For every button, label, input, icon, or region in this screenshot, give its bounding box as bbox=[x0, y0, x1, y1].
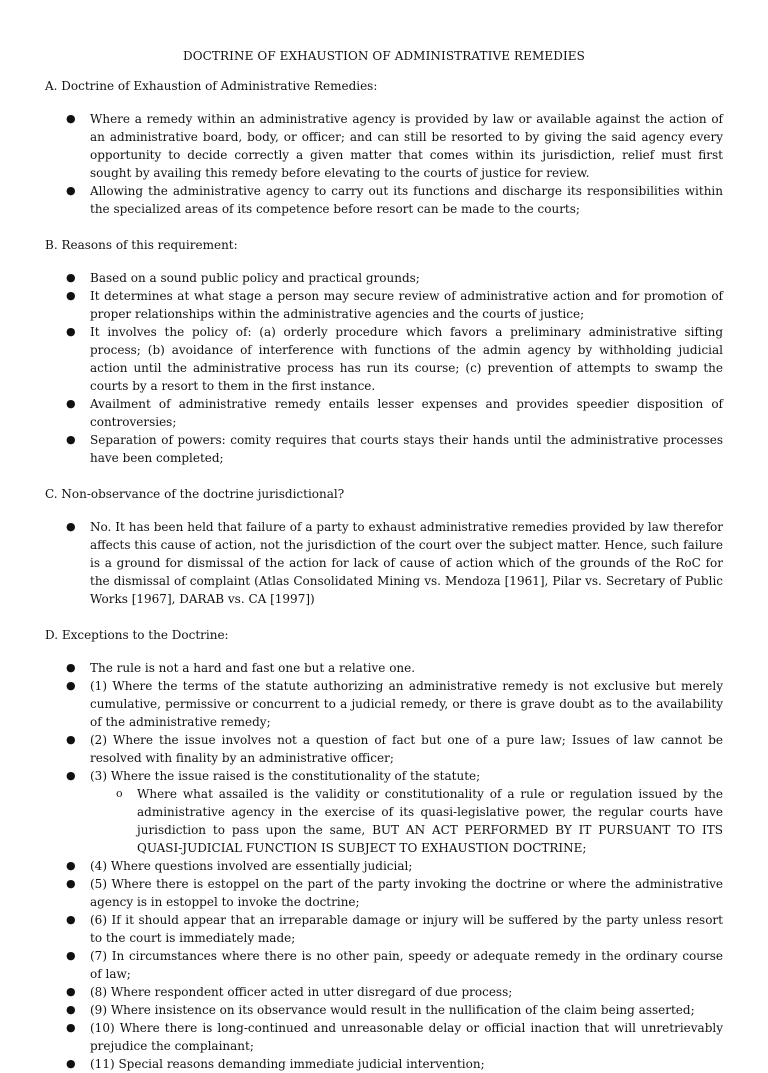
list-item: ● (9) Where insistence on its observance would result in the nullification of the claim being asserted; bbox=[66, 1003, 695, 1017]
section-heading: A. Doctrine of Exhaustion of Administrative Remedies: bbox=[45, 79, 378, 93]
bullet-list bbox=[45, 659, 723, 1073]
list-item: ● (3) Where the issue raised is the constitutionality of the statute; o Where what assailed is the validity or constitutionality of a rule or regulation issued by the administrative agency in the exercise of its quasi-legislative power, the regular courts have jurisdiction to pass upon the same, BUT AN ACT PERFORMED BY IT PURSUANT TO ITS QUASI-JUDICIAL FUNCTION IS SUBJECT TO EXHAUSTION DOCTRINE; bbox=[66, 769, 723, 855]
bullet-icon: ● bbox=[66, 913, 76, 926]
section-a bbox=[45, 77, 723, 218]
hollow-bullet-icon: o bbox=[116, 787, 123, 800]
bullet-icon: ● bbox=[66, 661, 76, 674]
sub-bullet-list bbox=[90, 785, 723, 857]
list-item: ● The rule is not a hard and fast one but a relative one. bbox=[66, 661, 416, 675]
bullet-icon: ● bbox=[66, 397, 76, 410]
bullet-icon: ● bbox=[66, 985, 76, 998]
list-item: ● It determines at what stage a person may secure review of administrative action and for promotion of proper relationships within the administrative agencies and the courts of justice; bbox=[66, 289, 723, 321]
bullet-icon: ● bbox=[66, 289, 76, 302]
bullet-icon: ● bbox=[66, 733, 76, 746]
list-item: ● (11) Special reasons demanding immediate judicial intervention; bbox=[66, 1057, 485, 1071]
bullet-list bbox=[45, 110, 723, 218]
bullet-icon: ● bbox=[66, 877, 76, 890]
list-item: ● (1) Where the terms of the statute authorizing an administrative remedy is not exclusive but merely cumulative, permissive or concurrent to a judicial remedy, or there is grave doubt as to the availability of the administrative remedy; bbox=[66, 679, 723, 729]
bullet-icon: ● bbox=[66, 271, 76, 284]
list-item: ● (5) Where there is estoppel on the part of the party invoking the doctrine or where the administrative agency is in estoppel to invoke the doctrine; bbox=[66, 877, 723, 909]
list-item: ● (6) If it should appear that an irreparable damage or injury will be suffered by the party unless resort to the court is immediately made; bbox=[66, 913, 723, 945]
list-item: ● (7) In circumstances where there is no other pain, speedy or adequate remedy in the ordinary course of law; bbox=[66, 949, 723, 981]
section-c bbox=[45, 485, 723, 608]
bullet-icon: ● bbox=[66, 949, 76, 962]
bullet-icon: ● bbox=[66, 859, 76, 872]
list-item: ● Based on a sound public policy and practical grounds; bbox=[66, 271, 420, 285]
list-item: ● It involves the policy of: (a) orderly procedure which favors a preliminary administrative sifting process; (b) avoidance of interference with functions of the admin agency by withholding judicial action until the administrative process has run its course; (c) prevention of attempts to swamp the courts by a resort to them in the first instance. bbox=[66, 325, 723, 393]
bullet-icon: ● bbox=[66, 679, 76, 692]
bullet-icon: ● bbox=[66, 325, 76, 338]
document-body bbox=[45, 77, 723, 1073]
list-item: ● Where a remedy within an administrative agency is provided by law or available against the action of an administrative board, body, or officer; and can still be resorted to by giving the said agency every opportunity to decide correctly a given matter that comes within its jurisdiction, relief must first sought by availing this remedy before elevating to the courts of justice for review. bbox=[66, 112, 723, 180]
section-heading: D. Exceptions to the Doctrine: bbox=[45, 628, 229, 642]
bullet-icon: ● bbox=[66, 433, 76, 446]
bullet-list bbox=[45, 518, 723, 608]
bullet-icon: ● bbox=[66, 1057, 76, 1070]
list-item: ● (8) Where respondent officer acted in utter disregard of due process; bbox=[66, 985, 513, 999]
section-d bbox=[45, 626, 723, 1073]
section-heading: B. Reasons of this requirement: bbox=[45, 238, 238, 252]
list-item: ● No. It has been held that failure of a party to exhaust administrative remedies provided by law therefor affects this cause of action, not the jurisdiction of the court over the subject matter. Hence, such failure is a ground for dismissal of the action for lack of cause of action which of the grounds of the RoC for the dismissal of complaint (Atlas Consolidated Mining vs. Mendoza [1961], Pilar vs. Secretary of Public Works [1967], DARAB vs. CA [1997]) bbox=[66, 520, 723, 606]
list-item: ● (10) Where there is long-continued and unreasonable delay or official inaction that will unretrievably prejudice the complainant; bbox=[66, 1021, 723, 1053]
list-item: ● Allowing the administrative agency to carry out its functions and discharge its responsibilities within the specialized areas of its competence before resort can be made to the courts; bbox=[66, 184, 723, 216]
bullet-list bbox=[45, 269, 723, 467]
bullet-icon: ● bbox=[66, 520, 76, 533]
bullet-icon: ● bbox=[66, 112, 76, 125]
document-title: DOCTRINE OF EXHAUSTION OF ADMINISTRATIVE REMEDIES bbox=[182, 49, 585, 63]
bullet-icon: ● bbox=[66, 769, 76, 782]
list-item: ● Availment of administrative remedy entails lesser expenses and provides speedier disposition of controversies; bbox=[66, 397, 723, 429]
bullet-icon: ● bbox=[66, 1003, 76, 1016]
list-item: ● (2) Where the issue involves not a question of fact but one of a pure law; Issues of law cannot be resolved with finality by an administrative officer; bbox=[66, 733, 723, 765]
list-item: ● (4) Where questions involved are essentially judicial; bbox=[66, 859, 413, 873]
bullet-icon: ● bbox=[66, 184, 76, 197]
list-item: ● Separation of powers: comity requires that courts stays their hands until the administrative processes have been completed; bbox=[66, 433, 723, 465]
bullet-icon: ● bbox=[66, 1021, 76, 1034]
section-b bbox=[45, 236, 723, 467]
section-heading: C. Non-observance of the doctrine jurisdictional? bbox=[45, 487, 345, 501]
sub-list-item: o Where what assailed is the validity or constitutionality of a rule or regulation issued by the administrative agency in the exercise of its quasi-legislative power, the regular courts have jurisdiction to pass upon the same, BUT AN ACT PERFORMED BY IT PURSUANT TO ITS QUASI-JUDICIAL FUNCTION IS SUBJECT TO EXHAUSTION DOCTRINE; bbox=[116, 787, 723, 855]
